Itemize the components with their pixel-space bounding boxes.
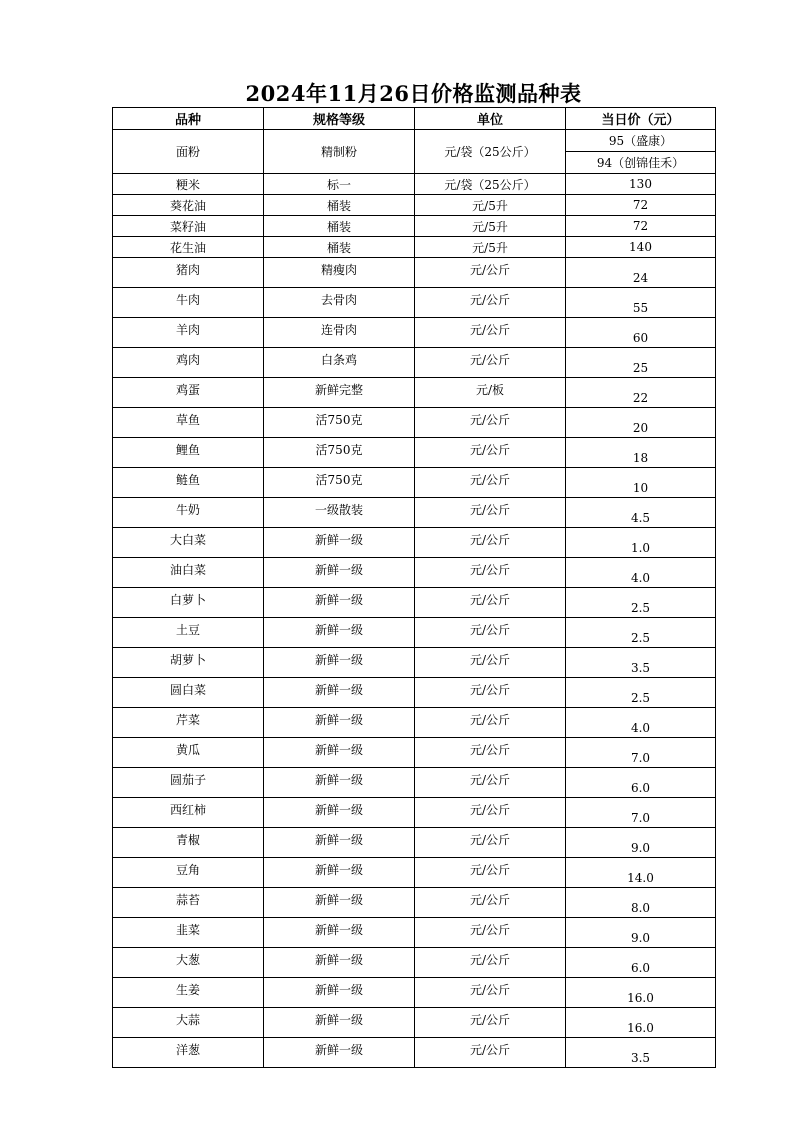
item-name: 豆角 [113, 858, 264, 888]
table-row [113, 678, 716, 708]
header-spec: 规格等级 [264, 108, 415, 130]
item-price: 3.5 [566, 648, 716, 678]
table-row [113, 798, 716, 828]
table-row [113, 1038, 716, 1068]
item-price: 4.0 [566, 558, 716, 588]
item-unit: 元/5升 [415, 237, 566, 258]
item-name: 大白菜 [113, 528, 264, 558]
item-unit: 元/公斤 [415, 528, 566, 558]
item-unit: 元/袋（25公斤） [415, 130, 566, 174]
item-price: 1.0 [566, 528, 716, 558]
item-price: 3.5 [566, 1038, 716, 1068]
item-unit: 元/公斤 [415, 318, 566, 348]
table-row [113, 948, 716, 978]
item-spec: 新鲜一级 [264, 708, 415, 738]
item-unit: 元/公斤 [415, 618, 566, 648]
table-row [113, 558, 716, 588]
table-row [113, 888, 716, 918]
item-unit: 元/公斤 [415, 948, 566, 978]
item-unit: 元/板 [415, 378, 566, 408]
table-row [113, 130, 716, 152]
item-price: 24 [566, 258, 716, 288]
item-price: 95（盛康） [566, 130, 716, 152]
item-name: 牛奶 [113, 498, 264, 528]
table-row [113, 528, 716, 558]
item-spec: 新鲜一级 [264, 858, 415, 888]
item-name: 猪肉 [113, 258, 264, 288]
item-price: 7.0 [566, 798, 716, 828]
item-name: 大葱 [113, 948, 264, 978]
table-row [113, 1008, 716, 1038]
item-unit: 元/公斤 [415, 348, 566, 378]
item-unit: 元/公斤 [415, 798, 566, 828]
item-unit: 元/公斤 [415, 978, 566, 1008]
item-spec: 新鲜一级 [264, 648, 415, 678]
item-unit: 元/公斤 [415, 768, 566, 798]
header-row [113, 108, 716, 130]
item-unit: 元/公斤 [415, 648, 566, 678]
item-spec: 新鲜一级 [264, 528, 415, 558]
header-item: 品种 [113, 108, 264, 130]
item-price: 55 [566, 288, 716, 318]
item-price: 2.5 [566, 618, 716, 648]
item-price: 10 [566, 468, 716, 498]
item-spec: 精制粉 [264, 130, 415, 174]
table-row [113, 498, 716, 528]
item-spec: 新鲜一级 [264, 918, 415, 948]
table-row [113, 918, 716, 948]
item-price: 14.0 [566, 858, 716, 888]
item-spec: 桶装 [264, 216, 415, 237]
item-price: 7.0 [566, 738, 716, 768]
item-spec: 新鲜一级 [264, 618, 415, 648]
item-name: 韭菜 [113, 918, 264, 948]
item-spec: 新鲜一级 [264, 558, 415, 588]
item-unit: 元/公斤 [415, 498, 566, 528]
table-row [113, 588, 716, 618]
item-name: 葵花油 [113, 195, 264, 216]
item-spec: 活750克 [264, 438, 415, 468]
table-row [113, 438, 716, 468]
item-unit: 元/5升 [415, 195, 566, 216]
item-spec: 新鲜一级 [264, 978, 415, 1008]
item-name: 黄瓜 [113, 738, 264, 768]
item-name: 芹菜 [113, 708, 264, 738]
item-spec: 标一 [264, 174, 415, 195]
item-name: 花生油 [113, 237, 264, 258]
item-price: 8.0 [566, 888, 716, 918]
page-title: 2024年11月26日价格监测品种表 [245, 81, 582, 106]
table-row [113, 408, 716, 438]
item-spec: 新鲜一级 [264, 798, 415, 828]
item-unit: 元/公斤 [415, 438, 566, 468]
item-unit: 元/公斤 [415, 708, 566, 738]
item-unit: 元/公斤 [415, 558, 566, 588]
item-spec: 新鲜一级 [264, 678, 415, 708]
table-row [113, 468, 716, 498]
item-spec: 白条鸡 [264, 348, 415, 378]
item-name: 西红柿 [113, 798, 264, 828]
item-name: 粳米 [113, 174, 264, 195]
item-price: 20 [566, 408, 716, 438]
item-spec: 去骨肉 [264, 288, 415, 318]
table-row [113, 288, 716, 318]
item-price: 2.5 [566, 588, 716, 618]
item-name: 鸡蛋 [113, 378, 264, 408]
price-table [112, 107, 716, 1068]
table-row [113, 378, 716, 408]
item-unit: 元/公斤 [415, 468, 566, 498]
header-price: 当日价（元） [566, 108, 716, 130]
item-price: 72 [566, 195, 716, 216]
table-row [113, 318, 716, 348]
item-name: 洋葱 [113, 1038, 264, 1068]
item-spec: 一级散装 [264, 498, 415, 528]
item-price: 22 [566, 378, 716, 408]
item-spec: 新鲜完整 [264, 378, 415, 408]
table-row [113, 348, 716, 378]
item-spec: 精瘦肉 [264, 258, 415, 288]
item-price: 25 [566, 348, 716, 378]
item-price: 16.0 [566, 1008, 716, 1038]
table-row [113, 858, 716, 888]
table-row [113, 828, 716, 858]
table-row [113, 216, 716, 237]
item-price: 6.0 [566, 948, 716, 978]
item-price: 94（创锦佳禾） [566, 152, 716, 174]
item-name: 生姜 [113, 978, 264, 1008]
item-price: 6.0 [566, 768, 716, 798]
item-price: 130 [566, 174, 716, 195]
item-spec: 活750克 [264, 468, 415, 498]
table-row [113, 768, 716, 798]
item-price: 72 [566, 216, 716, 237]
table-row [113, 978, 716, 1008]
item-price: 4.0 [566, 708, 716, 738]
table-row [113, 618, 716, 648]
item-unit: 元/公斤 [415, 828, 566, 858]
item-spec: 新鲜一级 [264, 948, 415, 978]
item-price: 9.0 [566, 828, 716, 858]
item-unit: 元/公斤 [415, 1038, 566, 1068]
item-price: 9.0 [566, 918, 716, 948]
header-unit: 单位 [415, 108, 566, 130]
item-name: 菜籽油 [113, 216, 264, 237]
item-price: 4.5 [566, 498, 716, 528]
item-spec: 新鲜一级 [264, 738, 415, 768]
item-spec: 连骨肉 [264, 318, 415, 348]
item-name: 鸡肉 [113, 348, 264, 378]
item-unit: 元/公斤 [415, 918, 566, 948]
item-spec: 新鲜一级 [264, 768, 415, 798]
item-unit: 元/公斤 [415, 288, 566, 318]
item-name: 青椒 [113, 828, 264, 858]
item-unit: 元/公斤 [415, 1008, 566, 1038]
item-spec: 新鲜一级 [264, 588, 415, 618]
item-spec: 新鲜一级 [264, 1038, 415, 1068]
item-name: 羊肉 [113, 318, 264, 348]
item-price: 16.0 [566, 978, 716, 1008]
item-unit: 元/公斤 [415, 858, 566, 888]
item-name: 面粉 [113, 130, 264, 174]
table-row [113, 237, 716, 258]
item-price: 18 [566, 438, 716, 468]
table-row [113, 648, 716, 678]
item-unit: 元/公斤 [415, 678, 566, 708]
table-row [113, 738, 716, 768]
item-name: 油白菜 [113, 558, 264, 588]
item-unit: 元/公斤 [415, 888, 566, 918]
item-name: 大蒜 [113, 1008, 264, 1038]
item-spec: 新鲜一级 [264, 1008, 415, 1038]
item-name: 胡萝卜 [113, 648, 264, 678]
item-spec: 桶装 [264, 237, 415, 258]
item-price: 60 [566, 318, 716, 348]
item-name: 鲢鱼 [113, 468, 264, 498]
item-unit: 元/公斤 [415, 408, 566, 438]
item-unit: 元/公斤 [415, 258, 566, 288]
item-name: 圆茄子 [113, 768, 264, 798]
item-spec: 新鲜一级 [264, 828, 415, 858]
item-price: 140 [566, 237, 716, 258]
item-name: 圆白菜 [113, 678, 264, 708]
table-row [113, 258, 716, 288]
item-spec: 桶装 [264, 195, 415, 216]
table-row [113, 195, 716, 216]
table-row [113, 174, 716, 195]
item-name: 蒜苔 [113, 888, 264, 918]
item-spec: 活750克 [264, 408, 415, 438]
table-row [113, 708, 716, 738]
item-price: 2.5 [566, 678, 716, 708]
item-unit: 元/5升 [415, 216, 566, 237]
item-unit: 元/袋（25公斤） [415, 174, 566, 195]
item-name: 鲤鱼 [113, 438, 264, 468]
item-name: 草鱼 [113, 408, 264, 438]
item-unit: 元/公斤 [415, 588, 566, 618]
item-name: 牛肉 [113, 288, 264, 318]
item-name: 土豆 [113, 618, 264, 648]
item-unit: 元/公斤 [415, 738, 566, 768]
item-spec: 新鲜一级 [264, 888, 415, 918]
item-name: 白萝卜 [113, 588, 264, 618]
